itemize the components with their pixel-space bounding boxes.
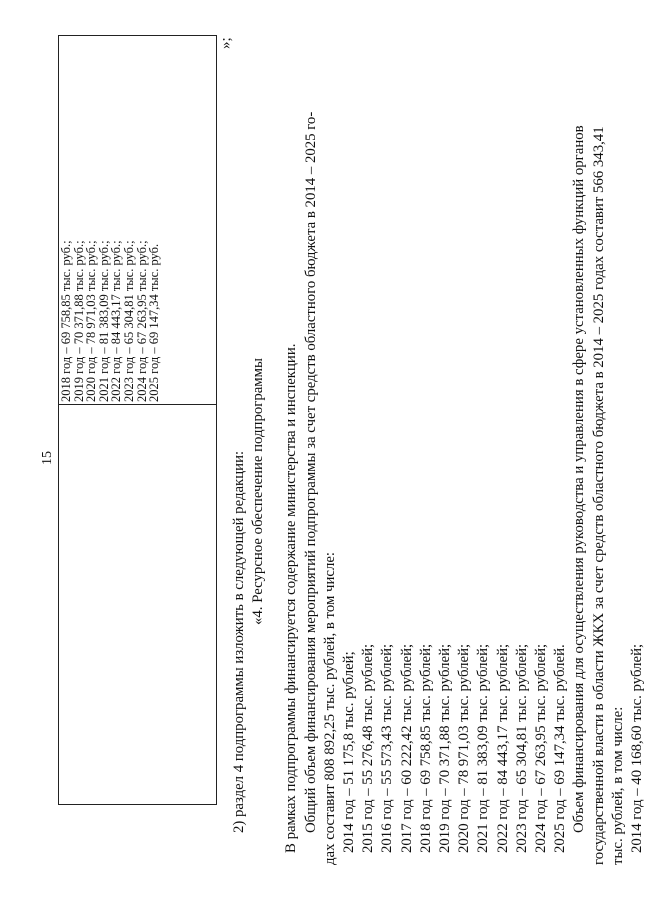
year-item: 2022 год – 84 443,17 тыс. рублей; bbox=[494, 643, 511, 853]
table-line: 2024 год – 67 263,95 тыс. руб.; bbox=[134, 240, 149, 402]
year-item: 2014 год – 51 175,8 тыс. рублей; bbox=[341, 651, 358, 853]
section-amendment: 2) раздел 4 подпрограммы изложить в следующей редакции: bbox=[231, 450, 247, 833]
closing-quote: »; bbox=[218, 37, 234, 49]
paragraph-total-volume-line: Общий объем финансирования мероприятий подпрограммы за счет средств областного бюджета в 2014 – 2025 го- bbox=[302, 111, 319, 833]
table-line: 2025 год – 69 147,34 тыс. руб. bbox=[147, 243, 162, 402]
table-line: 2023 год – 65 304,81 тыс. руб.; bbox=[121, 240, 136, 402]
year-item: 2021 год – 81 383,09 тыс. рублей; bbox=[475, 643, 492, 853]
year-item: 2014 год – 40 168,60 тыс. рублей; bbox=[629, 643, 646, 853]
table-line: 2018 год – 69 758,85 тыс. руб.; bbox=[59, 240, 73, 402]
page-number: 15 bbox=[40, 451, 55, 465]
year-item: 2023 год – 65 304,81 тыс. рублей; bbox=[513, 643, 530, 853]
year-item: 2020 год – 78 971,03 тыс. рублей; bbox=[456, 643, 473, 853]
paragraph-management-volume-line: тыс. рублей, в том числе: bbox=[609, 706, 626, 865]
year-item: 2017 год – 60 222,42 тыс. рублей; bbox=[398, 643, 415, 853]
year-item: 2024 год – 67 263,95 тыс. рублей; bbox=[533, 643, 550, 853]
year-item: 2025 год – 69 147,34 тыс. рублей. bbox=[552, 644, 569, 853]
paragraph-management-volume-line: государственной власти в области ЖКХ за счет средств областного бюджета в 2014 – 2025 годах составит 566 343,41 bbox=[590, 126, 607, 865]
paragraph-total-volume-line: дах составит 808 892,25 тыс. рублей, в том числе: bbox=[321, 551, 338, 865]
year-item: 2015 год – 55 276,48 тыс. рублей; bbox=[360, 643, 377, 853]
paragraph-financing-scope: В рамках подпрограммы финансируется содержание министерства и инспекции. bbox=[283, 343, 300, 853]
table-line: 2020 год – 78 971,03 тыс. руб.; bbox=[84, 240, 99, 402]
table-line: 2021 год – 81 383,09 тыс. руб.; bbox=[96, 240, 111, 402]
table-line: 2019 год – 70 371,88 тыс. руб.; bbox=[71, 240, 86, 402]
body-text bbox=[230, 9, 647, 865]
section-heading: «4. Ресурсное обеспечение подпрограммы bbox=[250, 358, 267, 625]
table-right-cell bbox=[59, 36, 217, 405]
table-left-cell bbox=[59, 405, 217, 805]
year-item: 2016 год – 55 573,43 тыс. рублей; bbox=[379, 643, 396, 853]
financing-table bbox=[58, 35, 217, 805]
table-line: 2022 год – 84 443,17 тыс. руб.; bbox=[109, 240, 124, 402]
year-item: 2019 год – 70 371,88 тыс. рублей; bbox=[437, 643, 454, 853]
paragraph-management-volume-line: Объем финансирования для осуществления руководства и управления в сфере установленных функций органов bbox=[571, 125, 588, 833]
year-item: 2018 год – 69 758,85 тыс. рублей; bbox=[417, 643, 434, 853]
